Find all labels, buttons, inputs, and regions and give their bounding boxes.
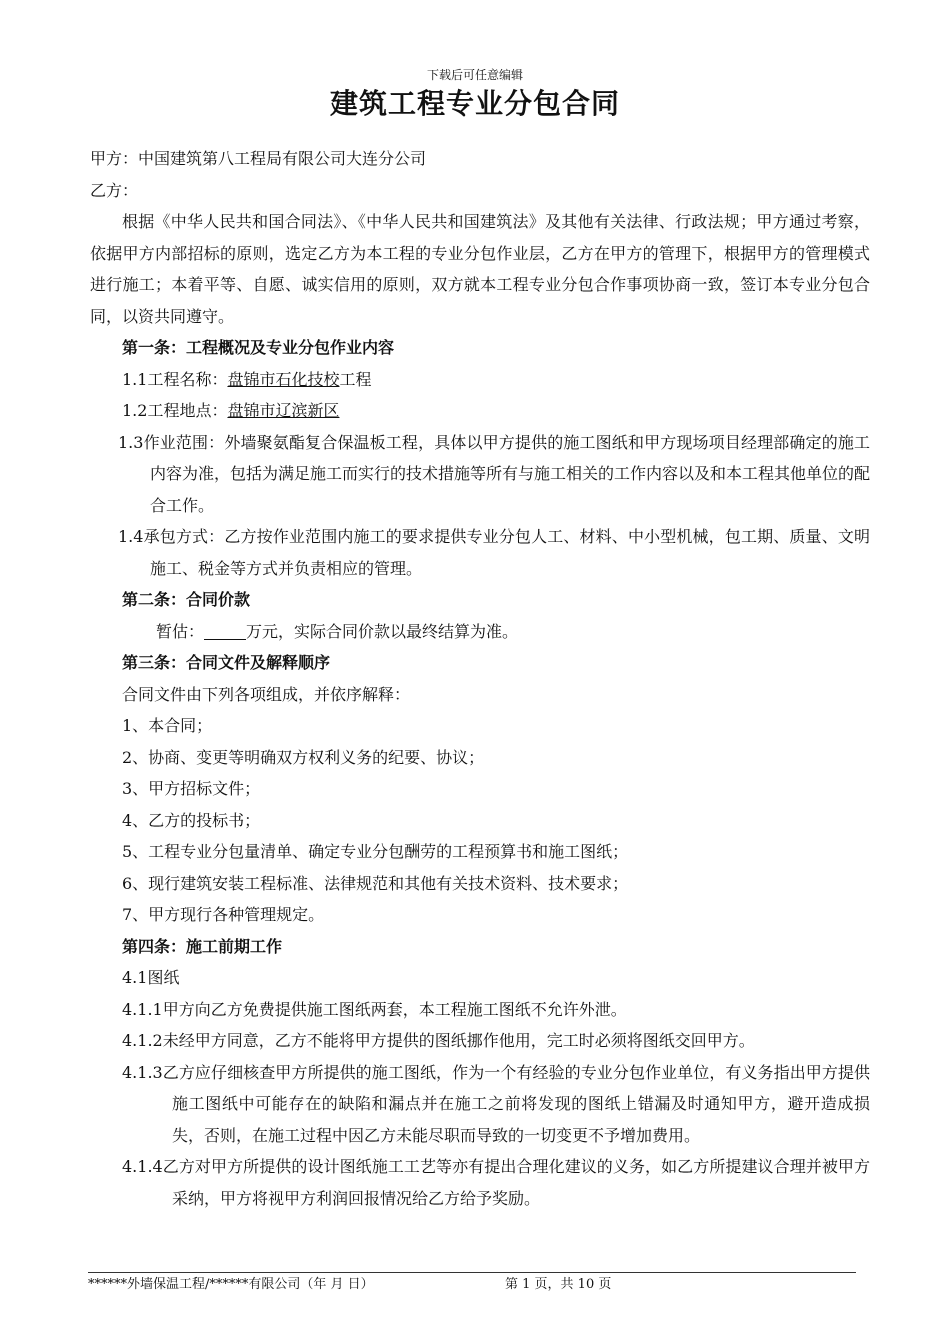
article4-heading: 第四条：施工前期工作	[122, 936, 283, 956]
article3-lead: 合同文件由下列各项组成，并依序解释：	[122, 684, 411, 704]
list-item: 1、本合同；	[122, 716, 213, 735]
item1-suffix: 工程	[339, 369, 372, 389]
price-blank	[204, 623, 246, 640]
article3-heading: 第三条：合同文件及解释顺序	[122, 653, 331, 672]
list-item: 6、现行建筑安装工程标准、法律规范和其他有关技术资料、技术要求；	[122, 873, 629, 893]
item2-label: 1.2工程地点：	[122, 401, 228, 420]
article4-sub1: 4.1图纸	[122, 968, 180, 987]
article2-price	[90, 616, 870, 648]
list-item: 5、工程专业分包量清单、确定专业分包酬劳的工程预算书和施工图纸；	[122, 842, 629, 861]
party-b: 乙方：	[90, 180, 139, 200]
project-name: 盘锦市石化技校	[227, 369, 340, 389]
article4-sub1-4: 4.1.4乙方对甲方所提供的设计图纸施工工艺等亦有提出合理化建议的义务，如乙方所提建议合理并被甲方采纳，甲方将视甲方利润回报情况给乙方给予奖励。	[122, 1157, 870, 1208]
document-body	[90, 143, 870, 1214]
article1-item3: 1.3作业范围：外墙聚氨酯复合保温板工程，具体以甲方提供的施工图纸和甲方现场项目经理部确定的施工内容为准，包括为满足施工而实行的技术措施等所有与施工相关的工作内容以及和本工程其他单位的配合工作。	[118, 432, 871, 515]
article2-heading: 第二条：合同价款	[122, 590, 251, 609]
article1-item4: 1.4承包方式：乙方按作业范围内施工的要求提供专业分包人工、材料、中小型机械，包工期、质量、文明施工、税金等方式并负责相应的管理。	[118, 527, 870, 578]
article4-sub1-1: 4.1.1甲方向乙方免费提供施工图纸两套，本工程施工图纸不允许外泄。	[122, 999, 627, 1019]
article1-item1	[90, 364, 870, 396]
project-location: 盘锦市辽滨新区	[227, 401, 340, 420]
item1-label: 1.1工程名称：	[122, 369, 228, 389]
price-text: 万元，实际合同价款以最终结算为准。	[246, 621, 519, 641]
header-note: 下载后可任意编辑	[426, 68, 523, 82]
article1-item2	[90, 395, 870, 427]
page-number: 第 1 页，共 10 页	[505, 1277, 612, 1292]
list-item: 2、协商、变更等明确双方权利义务的纪要、协议；	[122, 747, 485, 767]
list-item: 4、乙方的投标书；	[122, 810, 261, 830]
price-label: 暂估：	[156, 621, 205, 641]
intro-paragraph: 根据《中华人民共和国合同法》、《中华人民共和国建筑法》及其他有关法律、行政法规；甲方通过考察，依据甲方内部招标的原则，选定乙方为本工程的专业分包作业层，乙方在甲方的管理下，根据甲方的管理模式进行施工；本着平等、自愿、诚实信用的原则，双方就本工程专业分包合作事项协商一致，签订本专业分包合同，以资共同遵守。	[90, 212, 870, 326]
article4-sub1-3: 4.1.3乙方应仔细核查甲方所提供的施工图纸，作为一个有经验的专业分包作业单位，有义务指出甲方提供施工图纸中可能存在的缺陷和漏点并在施工之前将发现的图纸上错漏及时通知甲方，避开造成损失，否则，在施工过程中因乙方未能尽职而导致的一切变更不予增加费用。	[122, 1062, 870, 1145]
footer-text: ******外墙保温工程/******有限公司（年 月 日）	[88, 1277, 374, 1292]
article1-heading: 第一条：工程概况及专业分包作业内容	[122, 338, 395, 357]
list-item: 7、甲方现行各种管理规定。	[122, 905, 325, 924]
list-item: 3、甲方招标文件；	[122, 779, 261, 798]
article4-sub1-2: 4.1.2未经甲方同意，乙方不能将甲方提供的图纸挪作他用，完工时必须将图纸交回甲方。	[122, 1031, 755, 1050]
party-a: 甲方：中国建筑第八工程局有限公司大连分公司	[90, 149, 427, 168]
document-title: 建筑工程专业分包合同	[329, 87, 620, 120]
